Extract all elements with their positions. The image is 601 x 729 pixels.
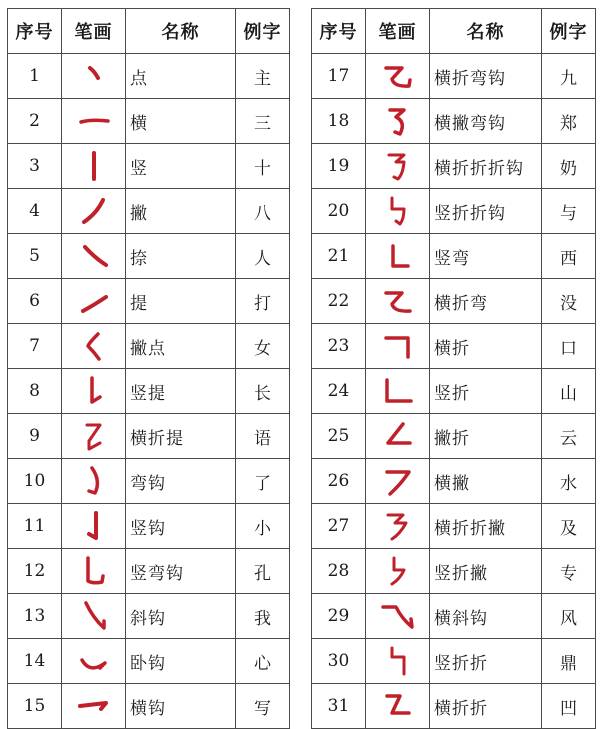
dian-stroke-icon [74, 59, 114, 93]
row-number: 14 [8, 639, 62, 684]
stroke-cell [62, 414, 126, 459]
example-character: 凹 [542, 684, 596, 729]
table-row [8, 549, 290, 594]
header-row [8, 9, 290, 54]
row-number: 12 [8, 549, 62, 594]
table-row [8, 684, 290, 729]
example-character: 孔 [236, 549, 290, 594]
table-row [8, 279, 290, 324]
stroke-name: 撇 [126, 189, 236, 234]
stroke-name: 横折弯钩 [430, 54, 542, 99]
stroke-name: 斜钩 [126, 594, 236, 639]
hengzhewangou-stroke-icon [378, 59, 418, 93]
stroke-cell [62, 99, 126, 144]
stroke-cell [62, 639, 126, 684]
stroke-cell [62, 144, 126, 189]
example-character: 鼎 [542, 639, 596, 684]
row-number: 30 [312, 639, 366, 684]
stroke-cell [366, 459, 430, 504]
stroke-name: 竖 [126, 144, 236, 189]
stroke-name: 横折折 [430, 684, 542, 729]
table-row [8, 144, 290, 189]
example-character: 写 [236, 684, 290, 729]
row-number: 31 [312, 684, 366, 729]
header-number: 序号 [312, 9, 366, 54]
ti-stroke-icon [74, 284, 114, 318]
table-row [312, 54, 596, 99]
header-number: 序号 [8, 9, 62, 54]
row-number: 25 [312, 414, 366, 459]
row-number: 19 [312, 144, 366, 189]
table-row [312, 414, 596, 459]
example-character: 云 [542, 414, 596, 459]
stroke-cell [62, 324, 126, 369]
table-row [8, 414, 290, 459]
header-stroke: 笔画 [62, 9, 126, 54]
wogou-stroke-icon [74, 644, 114, 678]
header-stroke: 笔画 [366, 9, 430, 54]
stroke-name: 横折提 [126, 414, 236, 459]
stroke-table-left [7, 8, 290, 729]
piedian-stroke-icon [74, 329, 114, 363]
example-character: 女 [236, 324, 290, 369]
shuzhezhe-stroke-icon [378, 644, 418, 678]
stroke-name: 竖折撇 [430, 549, 542, 594]
row-number: 9 [8, 414, 62, 459]
example-character: 小 [236, 504, 290, 549]
hengzhewan-stroke-icon [378, 284, 418, 318]
header-example: 例字 [542, 9, 596, 54]
table-row [312, 99, 596, 144]
shuzhe-stroke-icon [378, 374, 418, 408]
row-number: 10 [8, 459, 62, 504]
xiegou-stroke-icon [74, 599, 114, 633]
row-number: 26 [312, 459, 366, 504]
table-row [8, 189, 290, 234]
table-row [312, 144, 596, 189]
row-number: 11 [8, 504, 62, 549]
row-number: 24 [312, 369, 366, 414]
stroke-name: 竖弯钩 [126, 549, 236, 594]
stroke-cell [366, 594, 430, 639]
stroke-cell [366, 144, 430, 189]
table-row [8, 504, 290, 549]
stroke-cell [62, 234, 126, 279]
stroke-cell [366, 189, 430, 234]
stroke-name: 横折折折钩 [430, 144, 542, 189]
stroke-name: 横斜钩 [430, 594, 542, 639]
shugou-stroke-icon [74, 509, 114, 543]
table-row [8, 99, 290, 144]
header-name: 名称 [430, 9, 542, 54]
row-number: 20 [312, 189, 366, 234]
row-number: 27 [312, 504, 366, 549]
stroke-name: 横折折撇 [430, 504, 542, 549]
table-row [312, 234, 596, 279]
stroke-name: 撇折 [430, 414, 542, 459]
example-character: 郑 [542, 99, 596, 144]
stroke-name: 卧钩 [126, 639, 236, 684]
example-character: 奶 [542, 144, 596, 189]
example-character: 西 [542, 234, 596, 279]
stroke-cell [366, 414, 430, 459]
example-character: 我 [236, 594, 290, 639]
stroke-name: 弯钩 [126, 459, 236, 504]
row-number: 23 [312, 324, 366, 369]
stroke-name: 横撇弯钩 [430, 99, 542, 144]
wangou-stroke-icon [74, 464, 114, 498]
stroke-cell [366, 684, 430, 729]
stroke-name: 横折弯 [430, 279, 542, 324]
stroke-name: 点 [126, 54, 236, 99]
stroke-cell [62, 189, 126, 234]
table-row [8, 594, 290, 639]
table-row [8, 459, 290, 504]
na-stroke-icon [74, 239, 114, 273]
table-row [8, 234, 290, 279]
row-number: 7 [8, 324, 62, 369]
header-name: 名称 [126, 9, 236, 54]
stroke-name: 捺 [126, 234, 236, 279]
stroke-table-right [311, 8, 596, 729]
row-number: 21 [312, 234, 366, 279]
pie-stroke-icon [74, 194, 114, 228]
hengzhezhe-stroke-icon [378, 689, 418, 723]
stroke-name: 横 [126, 99, 236, 144]
stroke-name: 竖弯 [430, 234, 542, 279]
stroke-cell [62, 459, 126, 504]
example-character: 与 [542, 189, 596, 234]
row-number: 1 [8, 54, 62, 99]
stroke-cell [366, 234, 430, 279]
table-row [312, 189, 596, 234]
stroke-cell [62, 504, 126, 549]
shuti-stroke-icon [74, 374, 114, 408]
shu-stroke-icon [74, 149, 114, 183]
stroke-cell [366, 324, 430, 369]
stroke-name: 竖钩 [126, 504, 236, 549]
table-row [8, 639, 290, 684]
example-character: 三 [236, 99, 290, 144]
row-number: 6 [8, 279, 62, 324]
row-number: 2 [8, 99, 62, 144]
stroke-cell [366, 369, 430, 414]
example-character: 风 [542, 594, 596, 639]
stroke-cell [366, 639, 430, 684]
hengzhezhepie-stroke-icon [378, 509, 418, 543]
example-character: 八 [236, 189, 290, 234]
heng-stroke-icon [74, 104, 114, 138]
shuwangou-stroke-icon [74, 554, 114, 588]
row-number: 18 [312, 99, 366, 144]
shuzhezhegou-stroke-icon [378, 194, 418, 228]
stroke-cell [366, 279, 430, 324]
example-character: 人 [236, 234, 290, 279]
example-character: 山 [542, 369, 596, 414]
row-number: 3 [8, 144, 62, 189]
stroke-cell [366, 54, 430, 99]
example-character: 长 [236, 369, 290, 414]
example-character: 没 [542, 279, 596, 324]
table-row [312, 324, 596, 369]
row-number: 15 [8, 684, 62, 729]
hengzheti-stroke-icon [74, 419, 114, 453]
row-number: 29 [312, 594, 366, 639]
header-row [312, 9, 596, 54]
hengpie-stroke-icon [378, 464, 418, 498]
example-character: 了 [236, 459, 290, 504]
stroke-cell [62, 549, 126, 594]
example-character: 语 [236, 414, 290, 459]
table-row [8, 54, 290, 99]
table-row [312, 459, 596, 504]
example-character: 主 [236, 54, 290, 99]
example-character: 十 [236, 144, 290, 189]
stroke-cell [366, 504, 430, 549]
example-character: 打 [236, 279, 290, 324]
table-row [8, 324, 290, 369]
example-character: 口 [542, 324, 596, 369]
stroke-cell [62, 684, 126, 729]
stroke-cell [62, 594, 126, 639]
row-number: 13 [8, 594, 62, 639]
table-row [312, 504, 596, 549]
stroke-cell [62, 369, 126, 414]
example-character: 专 [542, 549, 596, 594]
example-character: 及 [542, 504, 596, 549]
table-row [312, 684, 596, 729]
table-row [312, 594, 596, 639]
stroke-name: 提 [126, 279, 236, 324]
henggou-stroke-icon [74, 689, 114, 723]
row-number: 5 [8, 234, 62, 279]
stroke-name: 横折 [430, 324, 542, 369]
example-character: 心 [236, 639, 290, 684]
shuzhepie-stroke-icon [378, 554, 418, 588]
table-row [8, 369, 290, 414]
hengpiewangou-stroke-icon [378, 104, 418, 138]
stroke-cell [366, 549, 430, 594]
stroke-name: 竖折 [430, 369, 542, 414]
row-number: 4 [8, 189, 62, 234]
example-character: 水 [542, 459, 596, 504]
header-example: 例字 [236, 9, 290, 54]
stroke-name: 竖提 [126, 369, 236, 414]
stroke-name: 竖折折 [430, 639, 542, 684]
table-row [312, 369, 596, 414]
stroke-name: 竖折折钩 [430, 189, 542, 234]
stroke-name: 横钩 [126, 684, 236, 729]
stroke-cell [366, 99, 430, 144]
stroke-cell [62, 54, 126, 99]
stroke-name: 撇点 [126, 324, 236, 369]
piezhe-stroke-icon [378, 419, 418, 453]
hengzhezhezhegou-stroke-icon [378, 149, 418, 183]
table-row [312, 549, 596, 594]
row-number: 28 [312, 549, 366, 594]
hengzhe-stroke-icon [378, 329, 418, 363]
table-row [312, 639, 596, 684]
hengxiegou-stroke-icon [378, 599, 418, 633]
row-number: 8 [8, 369, 62, 414]
stroke-name: 横撇 [430, 459, 542, 504]
row-number: 22 [312, 279, 366, 324]
table-row [312, 279, 596, 324]
row-number: 17 [312, 54, 366, 99]
shuwan-stroke-icon [378, 239, 418, 273]
table-gutter [291, 0, 310, 727]
stroke-cell [62, 279, 126, 324]
example-character: 九 [542, 54, 596, 99]
